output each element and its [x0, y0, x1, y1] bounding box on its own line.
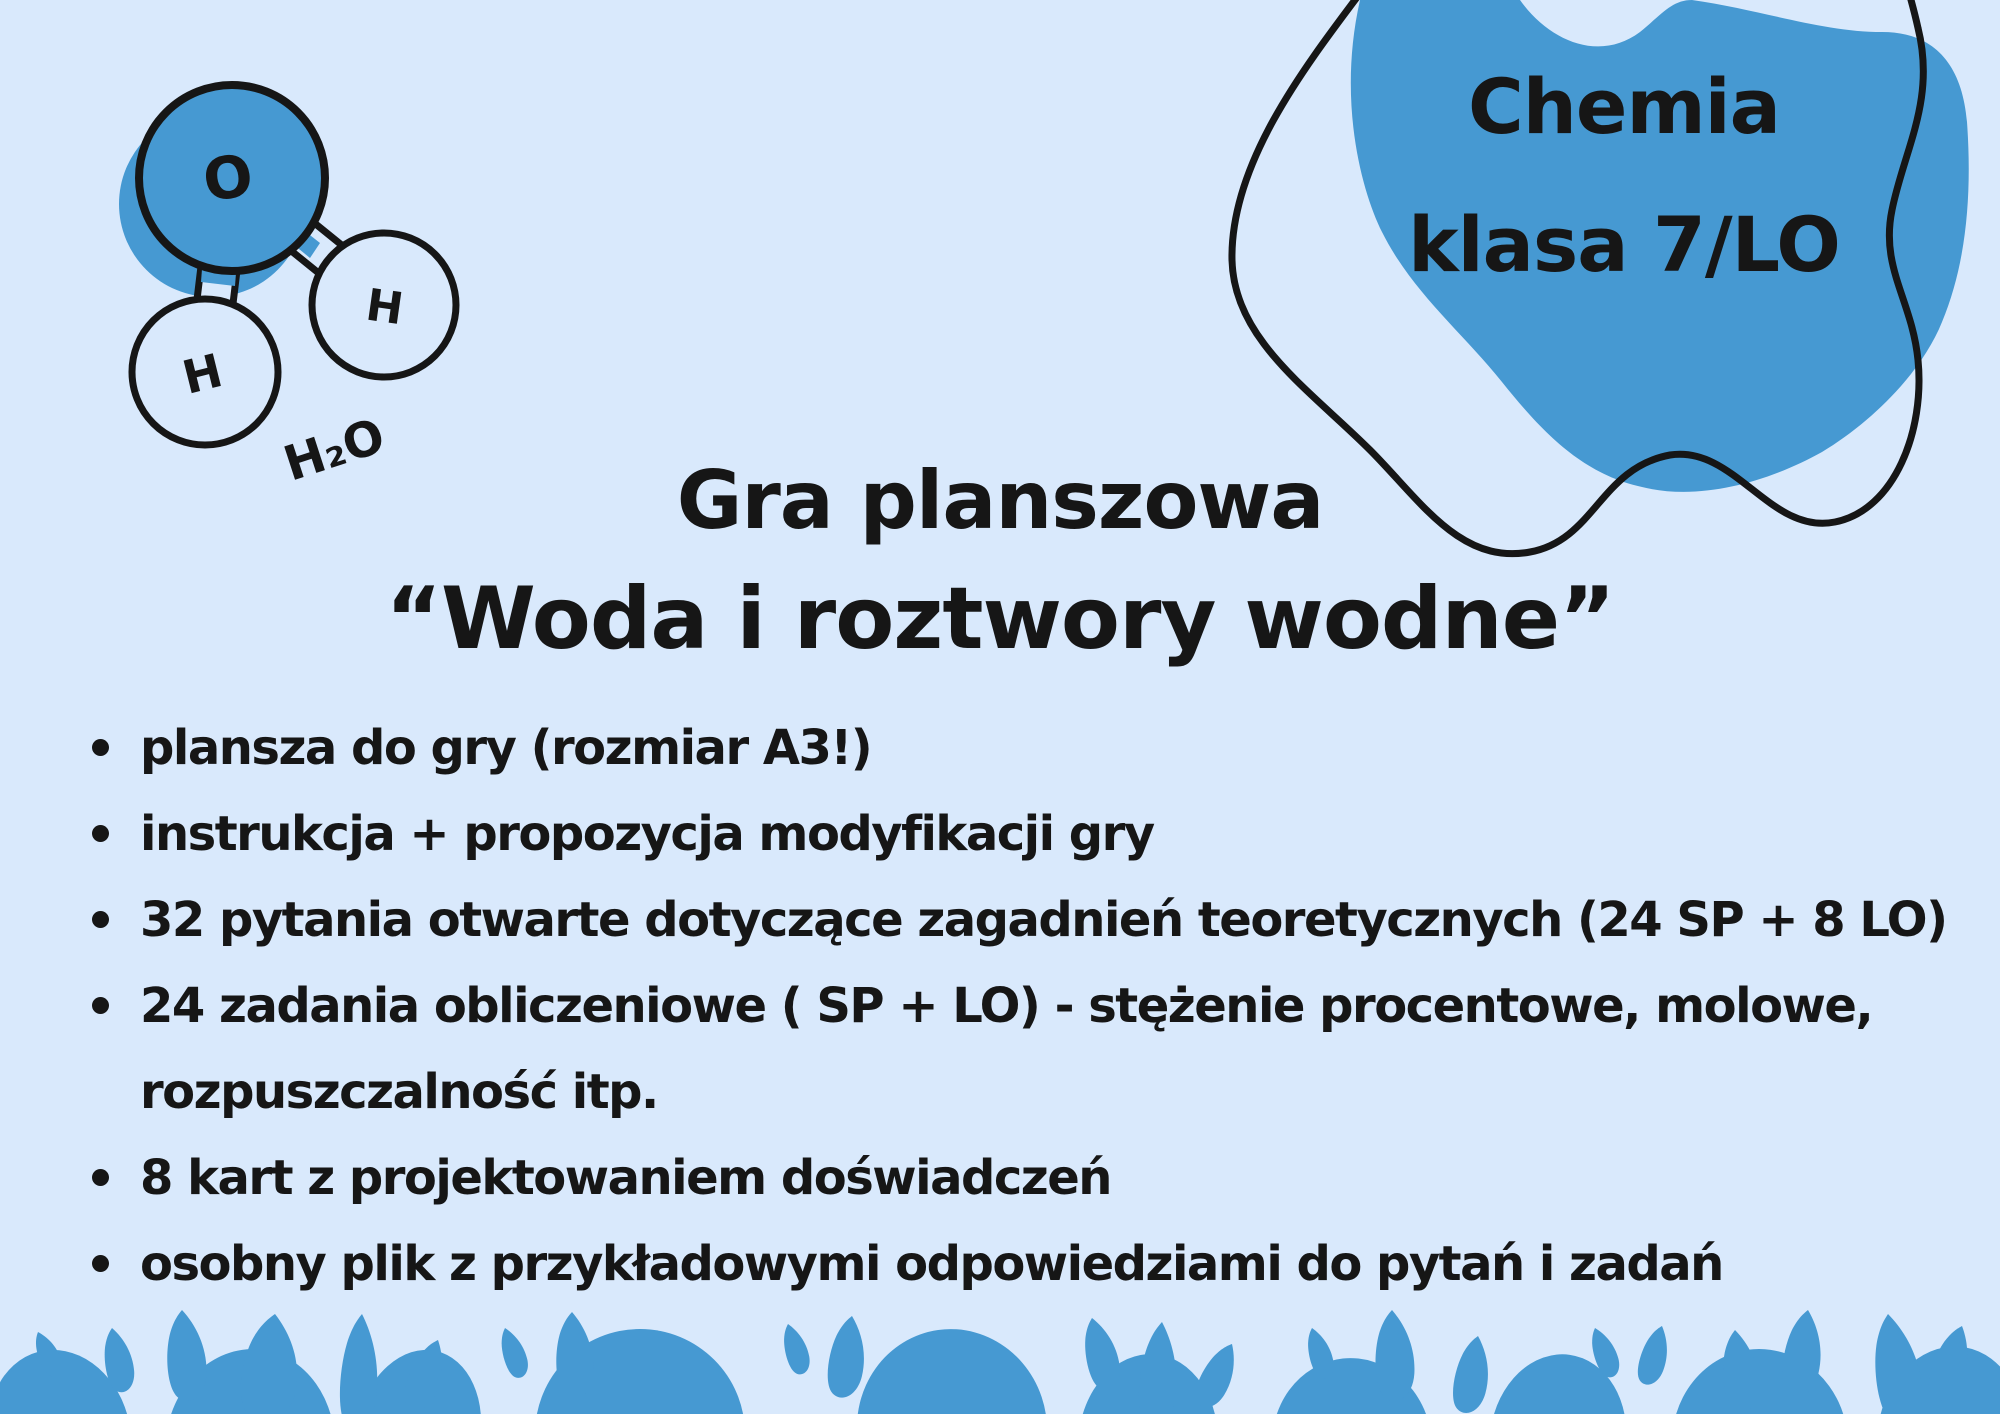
formula-label: H₂O: [277, 407, 392, 493]
list-item-text: osobny plik z przykładowymi odpowiedziami do pytań i zadań: [140, 1236, 1723, 1292]
badge-line-2: klasa 7/LO: [1408, 200, 1840, 289]
title-line-2: “Woda i roztwory wodne”: [385, 569, 1615, 669]
water-splash-border: [0, 1284, 2000, 1414]
list-item-text: 32 pytania otwarte dotyczące zagadnień teoretycznych (24 SP + 8 LO): [140, 892, 1947, 948]
hydrogen-label-left: H: [177, 343, 228, 405]
list-item-text: plansza do gry (rozmiar A3!): [140, 720, 872, 776]
list-item: [88, 791, 1980, 877]
splash-droplets: [0, 1308, 2000, 1414]
list-item-continuation: rozpuszczalność itp.: [140, 1064, 658, 1120]
title-line-1: Gra planszowa: [676, 454, 1324, 547]
list-item-text: instrukcja + propozycja modyfikacji gry: [140, 806, 1154, 862]
list-item-text: 24 zadania obliczeniowe ( SP + LO) - stężenie procentowe, molowe,: [140, 978, 1873, 1034]
list-item-text: 8 kart z projektowaniem doświadczeń: [140, 1150, 1111, 1206]
list-item: [88, 705, 1980, 791]
poster-title: [0, 442, 2000, 678]
list-item: [88, 1135, 1980, 1221]
list-item: [88, 877, 1980, 963]
hydrogen-label-right: H: [362, 279, 407, 336]
oxygen-label: O: [198, 140, 258, 216]
contents-list: [88, 705, 1980, 1307]
list-item: [88, 963, 1980, 1135]
badge-line-1: Chemia: [1468, 62, 1780, 151]
